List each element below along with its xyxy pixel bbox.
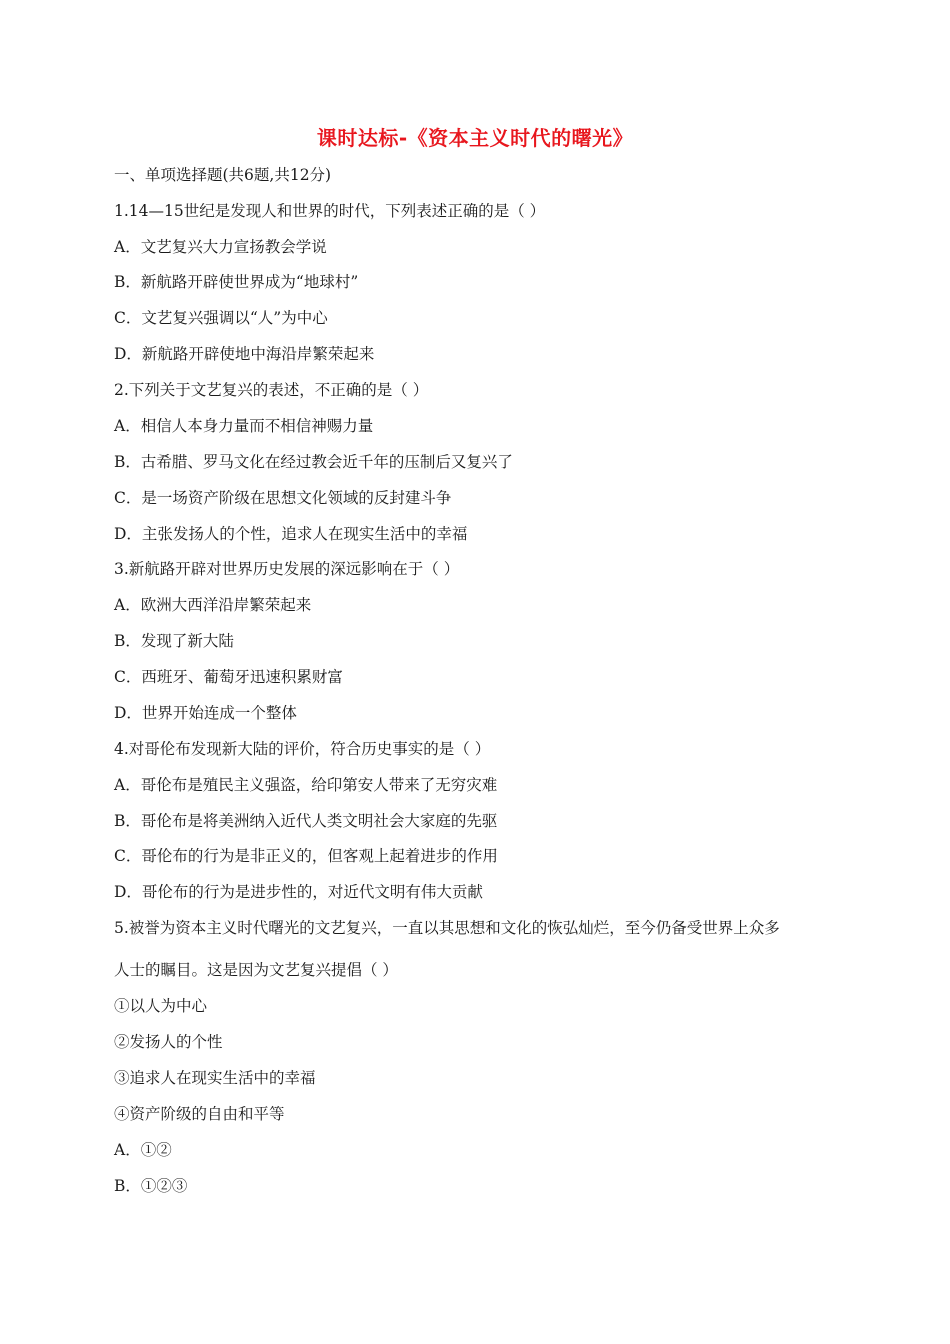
document-title: 课时达标-《资本主义时代的曙光》 (316, 126, 634, 150)
question-3-option-d: D．世界开始连成一个整体 (114, 704, 297, 722)
question-2-option-b: B．古希腊、罗马文化在经过教会近千年的压制后又复兴了 (114, 453, 513, 471)
question-5-option-a: A．①② (114, 1141, 172, 1159)
question-1-stem: 1.14—15世纪是发现人和世界的时代，下列表述正确的是（ ） (114, 202, 546, 220)
question-5-item-4: ④资产阶级的自由和平等 (114, 1105, 285, 1123)
question-1-option-a: A．文艺复兴大力宣扬教会学说 (114, 238, 327, 256)
question-2-option-c: C．是一场资产阶级在思想文化领域的反封建斗争 (114, 489, 452, 507)
question-4-option-b: B．哥伦布是将美洲纳入近代人类文明社会大家庭的先驱 (114, 812, 498, 830)
question-5-option-b: B．①②③ (114, 1177, 188, 1195)
question-2-option-d: D．主张发扬人的个性，追求人在现实生活中的幸福 (114, 525, 468, 543)
question-3-stem: 3.新航路开辟对世界历史发展的深远影响在于（ ） (114, 560, 460, 578)
question-5-item-2: ②发扬人的个性 (114, 1033, 223, 1051)
question-1-option-c: C．文艺复兴强调以“人”为中心 (114, 309, 328, 327)
question-3-option-c: C．西班牙、葡萄牙迅速积累财富 (114, 668, 343, 686)
question-1-option-d: D．新航路开辟使地中海沿岸繁荣起来 (114, 345, 375, 363)
question-4-option-a: A．哥伦布是殖民主义强盗，给印第安人带来了无穷灾难 (114, 776, 498, 794)
question-5-item-3: ③追求人在现实生活中的幸福 (114, 1069, 316, 1087)
question-3-option-b: B．发现了新大陆 (114, 632, 234, 650)
question-5-stem-line-1: 5.被誉为资本主义时代曙光的文艺复兴，一直以其思想和文化的恢弘灿烂，至今仍备受世界上众多 (114, 919, 780, 937)
section-heading: 一、单项选择题(共6题,共12分) (114, 166, 332, 184)
question-4-stem: 4.对哥伦布发现新大陆的评价，符合历史事实的是（ ） (114, 740, 491, 758)
question-5-item-1: ①以人为中心 (114, 997, 208, 1015)
question-2-option-a: A．相信人本身力量而不相信神赐力量 (114, 417, 374, 435)
question-2-stem: 2.下列关于文艺复兴的表述，不正确的是（ ） (114, 381, 429, 399)
question-1-option-b: B．新航路开辟使世界成为“地球村” (114, 273, 359, 291)
question-5-stem-line-2: 人士的瞩目。这是因为文艺复兴提倡（ ） (114, 961, 398, 979)
question-4-option-d: D．哥伦布的行为是进步性的，对近代文明有伟大贡献 (114, 883, 483, 901)
question-4-option-c: C．哥伦布的行为是非正义的，但客观上起着进步的作用 (114, 847, 498, 865)
question-3-option-a: A．欧洲大西洋沿岸繁荣起来 (114, 596, 312, 614)
